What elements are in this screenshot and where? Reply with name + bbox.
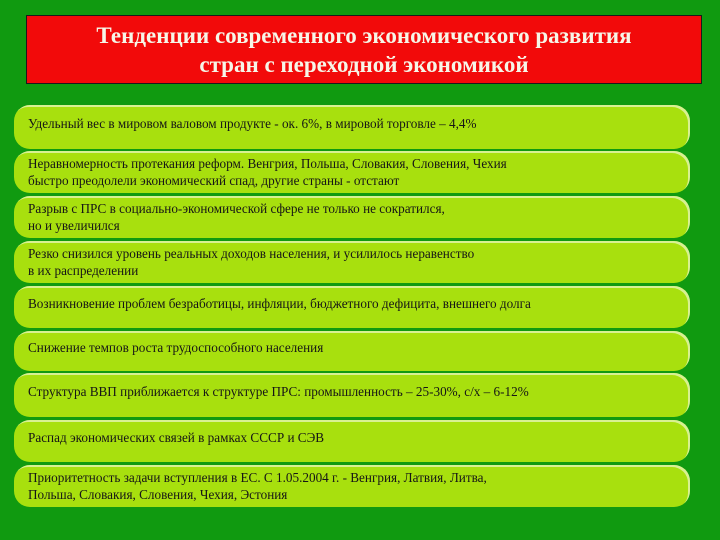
- list-item: [14, 105, 690, 149]
- list-item: [14, 241, 690, 283]
- list-item: [14, 151, 690, 193]
- list-item-text: Возникновение проблем безработицы, инфляции, бюджетного дефицита, внешнего долга: [28, 296, 531, 312]
- list-item: [14, 373, 690, 417]
- list-item-text: Структура ВВП приближается к структуре ПРС: промышленность – 25-30%, с/х – 6-12%: [28, 384, 529, 400]
- list-item-text: Удельный вес в мировом валовом продукте - ок. 6%, в мировой торговле – 4,4%: [28, 116, 477, 132]
- list-item: [14, 465, 690, 507]
- list-item: [14, 331, 690, 371]
- list-item-text: Распад экономических связей в рамках СССР и СЭВ: [28, 430, 325, 446]
- list-item: [14, 286, 690, 328]
- slide-title-line-1: Тенденции современного экономического развития: [96, 22, 632, 48]
- list-item-text: Разрыв с ПРС в социально-экономической сфере не только не сократился, но и увеличился: [28, 200, 445, 233]
- list-item-text: Неравномерность протекания реформ. Венгрия, Польша, Словакия, Словения, Чехия быстро преодолели экономический спад, другие страны - отстают: [28, 155, 507, 188]
- list-item: [14, 420, 690, 462]
- list-item-text: Резко снизился уровень реальных доходов населения, и усилилось неравенство в их распределении: [28, 245, 475, 278]
- list-item-text: Снижение темпов роста трудоспособного населения: [28, 340, 324, 356]
- slide-title: [26, 15, 702, 84]
- slide-title-line-2: стран с переходной экономикой: [199, 51, 529, 77]
- list-item-text: Приоритетность задачи вступления в ЕС. С 1.05.2004 г. - Венгрия, Латвия, Литва, Польша, Словакия, Словения, Чехия, Эстония: [28, 469, 487, 502]
- list-item: [14, 196, 690, 238]
